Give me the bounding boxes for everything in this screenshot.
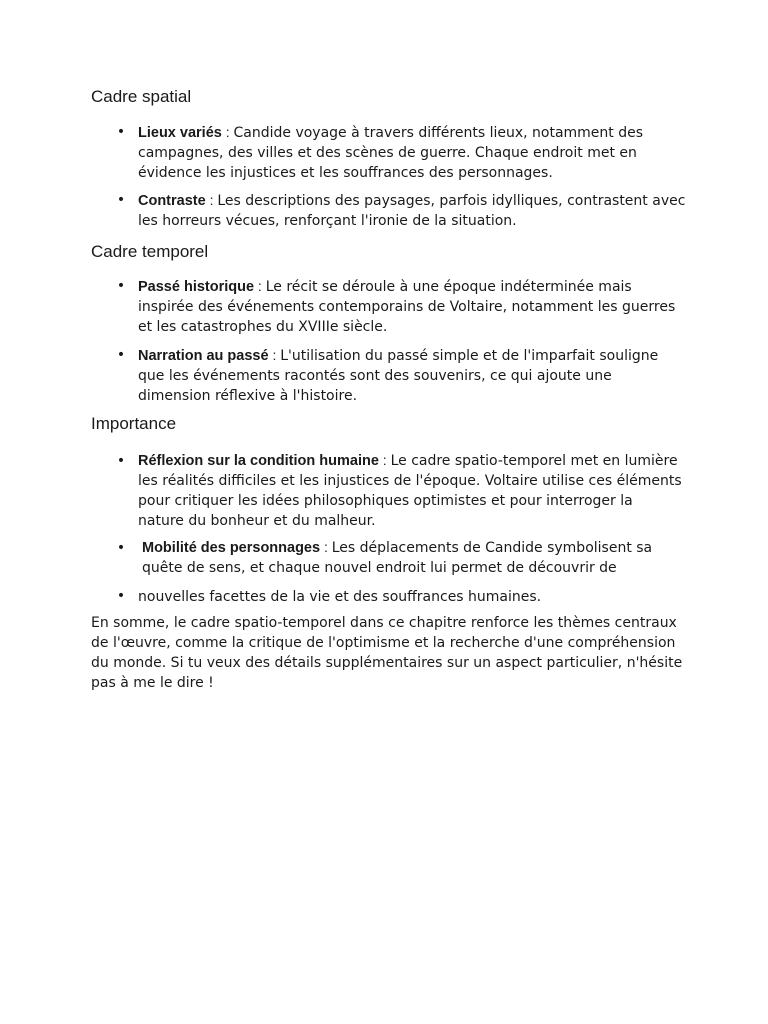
conclusion-paragraph: En somme, le cadre spatio-temporel dans ce chapitre renforce les thèmes centraux de l'œuvre, comme la critique de l'optimisme et la recherche d'une compréhension du monde. Si tu veux des détails supplémentaires sur un aspect particulier, n'hésite pas à me le dire ! xyxy=(91,615,683,691)
list-item-contraste xyxy=(138,190,686,231)
item-separator: : xyxy=(254,278,266,294)
section-heading-cadre-spatial: Cadre spatial xyxy=(91,87,192,106)
item-separator: : xyxy=(221,124,234,140)
bullet-marker: • xyxy=(116,124,126,140)
item-text: nouvelles facettes de la vie et des souffrances humaines. xyxy=(138,589,542,605)
list-item-nouvelles-facettes xyxy=(138,586,686,607)
list-item-mobilite-personnages xyxy=(142,537,687,578)
section-heading-cadre-temporel: Cadre temporel xyxy=(91,242,209,261)
item-text: Le cadre spatio-temporel met en lumière les réalités difficiles et les injustices de l'époque. Voltaire utilise ces éléments pour critiquer les idées philosophiques optimistes et pour interroger la nature du bonheur et du malheur. xyxy=(138,453,682,529)
item-separator: : xyxy=(268,347,281,363)
item-text: Les déplacements de Candide symbolisent sa quête de sens, et chaque nouvel endroit lui permet de découvrir de xyxy=(142,540,653,576)
bullet-marker: • xyxy=(116,278,126,294)
item-term: Passé historique xyxy=(138,279,255,295)
item-separator: : xyxy=(320,539,332,555)
bullet-marker: • xyxy=(116,192,126,208)
section-heading-importance: Importance xyxy=(91,414,177,433)
item-text: L'utilisation du passé simple et de l'imparfait souligne que les événements racontés sont des souvenirs, ce qui ajoute une dimension réflexive à l'histoire. xyxy=(138,348,659,404)
bullet-marker: • xyxy=(116,453,126,469)
item-text: Les descriptions des paysages, parfois idylliques, contrastent avec les horreurs vécues, renforçant l'ironie de la situation. xyxy=(138,193,686,229)
item-term: Mobilité des personnages xyxy=(142,540,321,556)
item-separator: : xyxy=(205,192,218,208)
bullet-marker: • xyxy=(116,347,126,363)
item-term: Lieux variés xyxy=(138,125,222,141)
list-item-narration-au-passe xyxy=(138,345,686,406)
item-term: Réflexion sur la condition humaine xyxy=(138,453,379,469)
item-text: Candide voyage à travers différents lieux, notamment des campagnes, des villes et des scènes de guerre. Chaque endroit met en évidence les injustices et les souffrances des personnages. xyxy=(138,125,644,181)
item-term: Narration au passé xyxy=(138,348,269,364)
item-text: Le récit se déroule à une époque indéterminée mais inspirée des événements contemporains de Voltaire, notamment les guerres et les catastrophes du XVIIIe siècle. xyxy=(138,279,676,335)
bullet-marker: • xyxy=(116,588,126,604)
item-term: Contraste xyxy=(138,193,206,209)
list-item-reflexion-condition-humaine xyxy=(138,450,683,531)
list-item-lieux-varies xyxy=(138,122,686,183)
bullet-marker: • xyxy=(116,540,126,556)
item-separator: : xyxy=(378,452,391,468)
list-item-passe-historique xyxy=(138,276,686,337)
